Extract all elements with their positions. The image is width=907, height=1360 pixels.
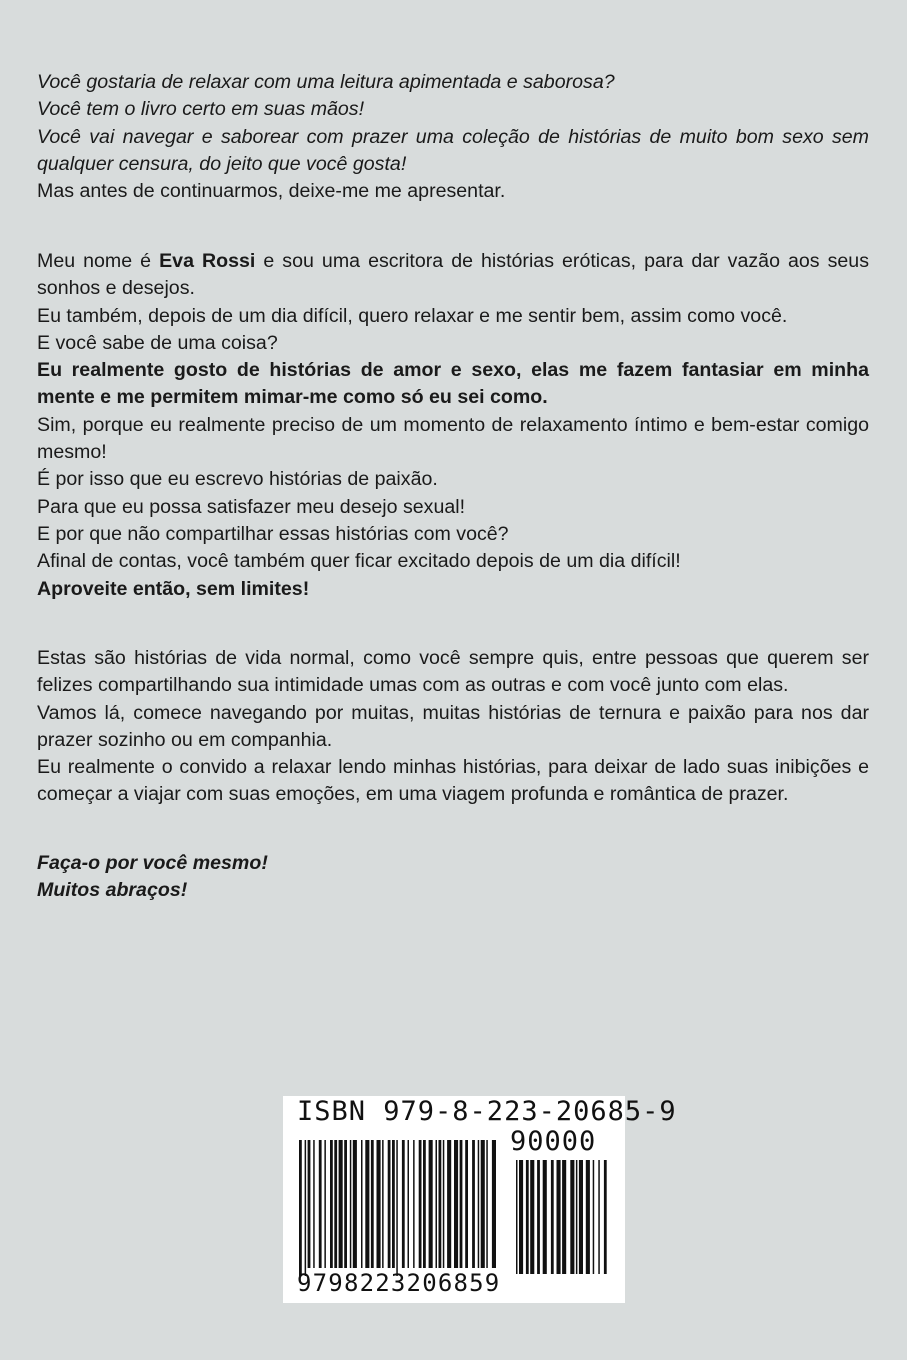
barcode-bar [324, 1140, 326, 1268]
barcode-bar [557, 1160, 561, 1274]
barcode-bar [604, 1160, 607, 1274]
barcode-bar [598, 1160, 600, 1274]
barcode-bar [570, 1160, 574, 1274]
barcode-bar [313, 1140, 315, 1268]
barcode-bar [371, 1140, 374, 1268]
barcode-bar [486, 1140, 488, 1268]
barcode-bar [353, 1140, 357, 1268]
barcode-bar [460, 1140, 463, 1268]
about-paragraph: É por isso que eu escrevo histórias de paixão. [37, 468, 438, 491]
barcode-bar [478, 1140, 480, 1268]
stories-section [37, 645, 869, 809]
barcode-bar [423, 1140, 426, 1268]
about-paragraph: Para que eu possa satisfazer meu desejo sexual! [37, 495, 466, 518]
barcode-bar [396, 1140, 398, 1276]
barcode-bar [481, 1140, 485, 1268]
barcode-bar [429, 1140, 433, 1268]
barcode-bar [472, 1140, 475, 1268]
barcode-bar [382, 1140, 384, 1268]
barcode-bar [339, 1140, 343, 1268]
price-addon-bars [516, 1160, 607, 1274]
about-text: e sou uma escritora de histórias eróticas, para dar vazão aos seus sonhos e desejos. [37, 250, 869, 300]
barcode-bar [593, 1160, 595, 1274]
barcode-bar [436, 1140, 438, 1268]
barcode-bar [551, 1160, 554, 1274]
about-paragraph: Afinal de contas, você também quer ficar excitado depois de um dia difícil! [37, 550, 681, 573]
barcode-bar [308, 1140, 311, 1268]
about-paragraph: Eu também, depois de um dia difícil, quero relaxar e me sentir bem, assim como você. [37, 304, 788, 327]
barcode-bar [576, 1160, 578, 1274]
barcode-bar [334, 1140, 337, 1268]
barcode-bar [526, 1160, 529, 1274]
about-paragraph: Sim, porque eu realmente preciso de um momento de relaxamento íntimo e bem-estar comigo mesmo! [37, 413, 869, 464]
barcode-bar [388, 1140, 391, 1268]
closing-line: Muitos abraços! [37, 879, 188, 902]
closing-section [37, 850, 869, 905]
intro-line: Você gostaria de relaxar com uma leitura apimentada e saborosa? [37, 71, 615, 93]
barcode-bar [319, 1140, 322, 1268]
author-name: Eva Rossi [159, 250, 256, 272]
ean-bars [299, 1140, 496, 1276]
stories-paragraph: Vamos lá, comece navegando por muitas, muitas histórias de ternura e paixão para nos dar prazer sozinho ou em companhia. [37, 701, 869, 751]
barcode-bar [377, 1140, 381, 1268]
barcode-bar [586, 1160, 590, 1274]
about-paragraph: Eu realmente gosto de histórias de amor e sexo, elas me fazem fantasiar em minha mente e me permitem mimar-me como só eu sei como. [37, 359, 869, 409]
barcode-bar [392, 1140, 395, 1268]
barcode-bar [439, 1140, 442, 1268]
barcode-bar [402, 1140, 405, 1268]
barcode-bar [537, 1160, 540, 1274]
barcode-bar [305, 1140, 307, 1276]
barcode-bar [413, 1140, 415, 1268]
stories-paragraph: Eu realmente o convido a relaxar lendo minhas histórias, para deixar de lado suas inibições e começar a viajar com suas emoções, em uma viagem profunda e romântica de prazer. [37, 756, 869, 806]
barcode-bar [299, 1140, 302, 1276]
barcode-bar [344, 1140, 347, 1268]
barcode-bar [447, 1140, 451, 1268]
barcode-bar [492, 1140, 496, 1268]
closing-line: Faça-o por você mesmo! [37, 852, 268, 874]
barcode-bar [516, 1160, 518, 1274]
barcode-bar [408, 1140, 410, 1268]
about-paragraph [37, 248, 869, 303]
barcode-bar [330, 1140, 333, 1268]
intro-line: Você tem o livro certo em suas mãos! [37, 98, 365, 121]
barcode-bar [365, 1140, 369, 1268]
ean-digits: 9798223206859 [297, 1269, 501, 1297]
barcode-bar [562, 1160, 566, 1274]
about-paragraph: E por que não compartilhar essas histórias com você? [37, 522, 509, 545]
intro-line: Você vai navegar e saborear com prazer uma coleção de histórias de muito bom sexo sem qualquer censura, do jeito que você gosta! [37, 125, 869, 175]
barcode-bar [419, 1140, 422, 1268]
isbn-label: ISBN 979-8-223-20685-9 [297, 1096, 677, 1127]
barcode-bar [519, 1160, 523, 1274]
intro-section [37, 69, 869, 205]
about-paragraph: E você sabe de uma coisa? [37, 331, 278, 354]
stories-paragraph: Estas são histórias de vida normal, como você sempre quis, entre pessoas que querem ser felizes compartilhando sua intimidade umas com as outras e com você junto com elas. [37, 647, 869, 697]
intro-line: Mas antes de continuarmos, deixe-me me apresentar. [37, 180, 506, 203]
barcode-bar [543, 1160, 547, 1274]
barcode-bar [454, 1140, 458, 1268]
barcode-bar [443, 1140, 445, 1268]
about-paragraph: Aproveite então, sem limites! [37, 577, 310, 600]
price-code: 90000 [510, 1126, 597, 1157]
barcode-bar [530, 1160, 534, 1274]
isbn-barcode [283, 1096, 677, 1303]
about-section [37, 248, 869, 603]
barcode-bar [350, 1140, 352, 1268]
barcode-bar [361, 1140, 363, 1268]
barcode-bar [465, 1140, 468, 1268]
barcode-bar [579, 1160, 583, 1274]
about-text: Meu nome é [37, 250, 160, 272]
